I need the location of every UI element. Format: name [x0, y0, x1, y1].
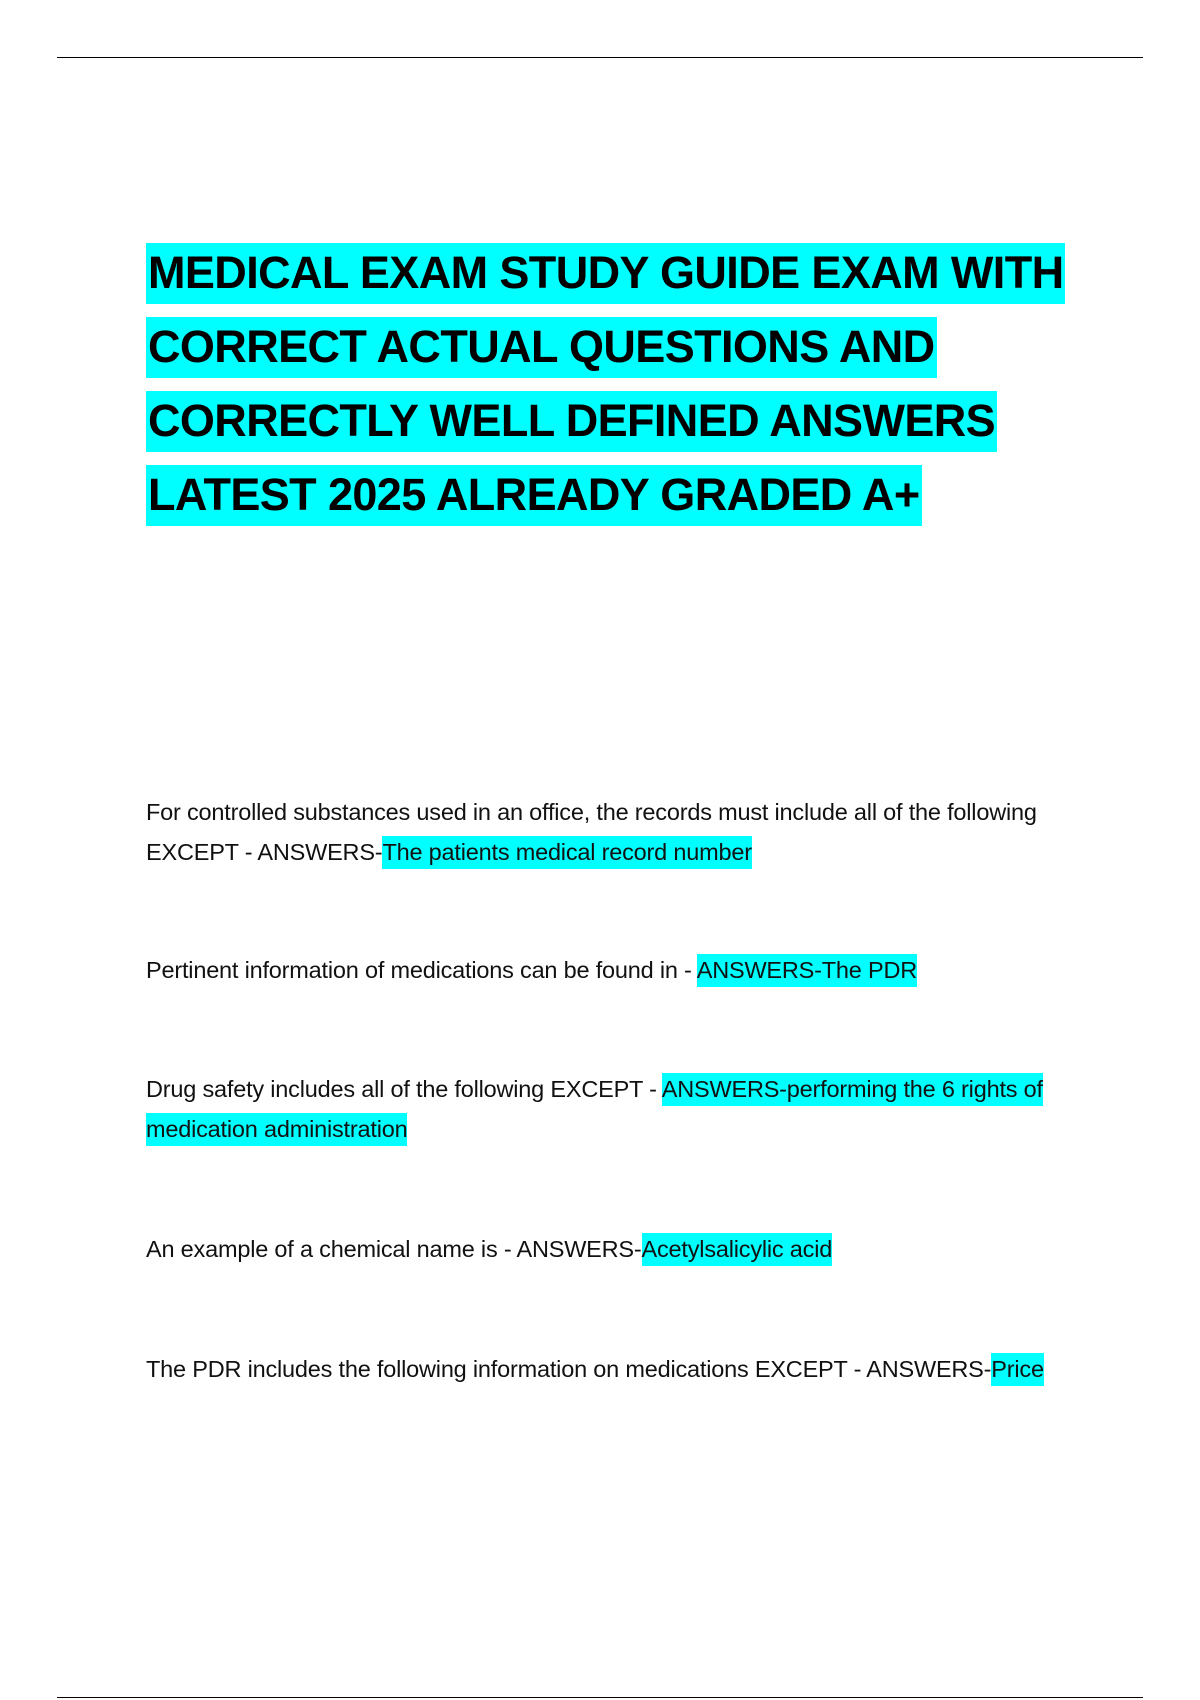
- title-line-4: LATEST 2025 ALREADY GRADED A+: [146, 458, 1106, 532]
- title-line-3: CORRECTLY WELL DEFINED ANSWERS: [146, 384, 1106, 458]
- answer-text: Price: [991, 1353, 1044, 1386]
- document-title: [146, 236, 1106, 532]
- top-rule: [57, 57, 1143, 58]
- question-text: Pertinent information of medications can be found in -: [146, 957, 697, 983]
- title-line-1: MEDICAL EXAM STUDY GUIDE EXAM WITH: [146, 236, 1106, 310]
- answer-text: Acetylsalicylic acid: [642, 1233, 833, 1266]
- title-line-2: CORRECT ACTUAL QUESTIONS AND: [146, 310, 1106, 384]
- answer-text: ANSWERS-The PDR: [697, 954, 917, 987]
- question-text: For controlled substances used in an office, the records must include all of the following EXCEPT - ANSWERS-: [146, 799, 1037, 865]
- qa-item-5: [146, 1349, 1086, 1389]
- bottom-rule: [57, 1697, 1143, 1698]
- answer-text: ANSWERS-performing the 6 rights of medication administration: [146, 1073, 1043, 1146]
- answer-text: The patients medical record number: [382, 836, 751, 869]
- qa-item-2: [146, 950, 1086, 990]
- qa-item-4: [146, 1229, 1086, 1269]
- qa-item-1: [146, 792, 1086, 872]
- qa-item-3: [146, 1069, 1086, 1149]
- question-text: The PDR includes the following information on medications EXCEPT - ANSWERS-: [146, 1356, 992, 1382]
- question-text: Drug safety includes all of the following EXCEPT -: [146, 1076, 662, 1102]
- question-text: An example of a chemical name is - ANSWERS-: [146, 1236, 642, 1262]
